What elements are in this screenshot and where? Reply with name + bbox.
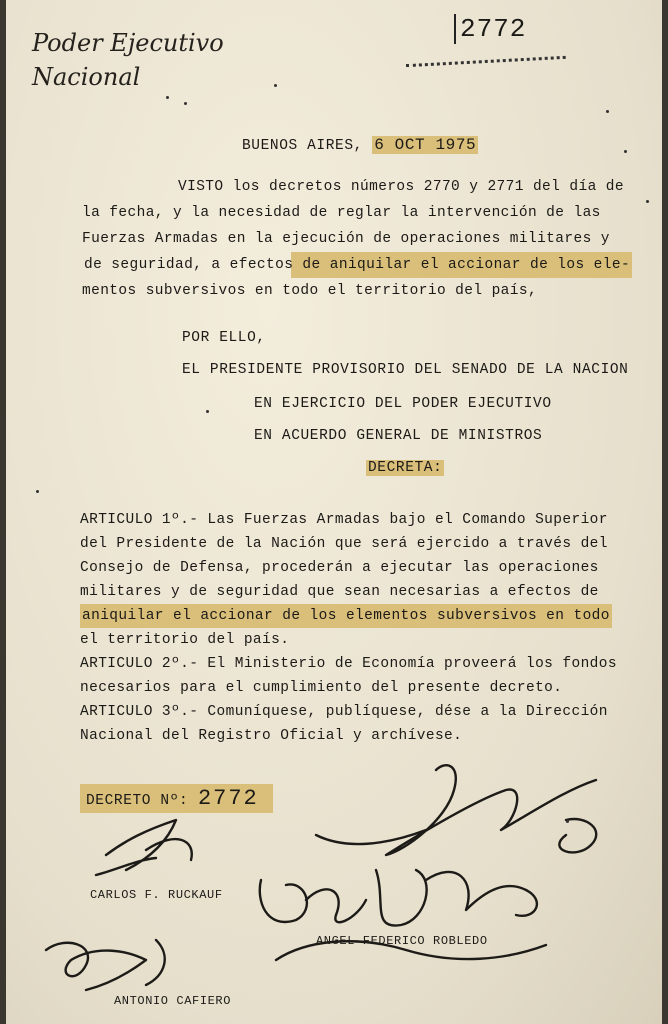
date-place: BUENOS AIRES,	[242, 138, 363, 154]
visto-line-1: VISTO los decretos números 2770 y 2771 del día de	[178, 179, 624, 195]
article-line-1: ARTICULO 1º.- Las Fuerzas Armadas bajo el Comando Superior	[80, 512, 608, 528]
article-line-2: del Presidente de la Nación que será ejercido a través del	[80, 536, 608, 552]
article-line-6: el territorio del país.	[80, 632, 290, 648]
signatory-left-1: CARLOS F. RUCKAUF	[90, 888, 223, 902]
signatory-center: ANGEL FEDERICO ROBLEDO	[316, 934, 488, 948]
decree-number-block	[80, 784, 273, 813]
document-page	[6, 0, 662, 1024]
article-line-9: ARTICULO 3º.- Comuníquese, publíquese, dése a la Dirección	[80, 704, 608, 720]
date-stamp: 6 OCT 1975	[374, 136, 477, 154]
authority-line-1: EL PRESIDENTE PROVISORIO DEL SENADO DE LA NACION	[182, 362, 629, 378]
authority-line-2: EN EJERCICIO DEL PODER EJECUTIVO	[254, 396, 552, 412]
article-line-4: militares y de seguridad que sean necesarias a efectos de	[80, 584, 599, 600]
visto-line-4: de seguridad, a efectos de aniquilar el accionar de los ele-	[82, 252, 632, 278]
top-number-scribble	[406, 56, 566, 75]
visto-line-2: la fecha, y la necesidad de reglar la intervención de las	[82, 205, 601, 221]
top-number-text: 2772	[454, 14, 526, 44]
signatory-left-2: ANTONIO CAFIERO	[114, 994, 232, 1008]
letterhead-line-1: Poder Ejecutivo	[32, 29, 224, 57]
date-line	[242, 136, 478, 154]
signature-4	[46, 940, 165, 990]
speck	[274, 84, 277, 87]
letterhead-line-2: Nacional	[32, 63, 141, 91]
speck	[566, 820, 569, 823]
authority-line-3: EN ACUERDO GENERAL DE MINISTROS	[254, 428, 543, 444]
speck	[624, 150, 627, 153]
top-document-number	[454, 14, 526, 44]
speck	[36, 490, 39, 493]
article-line-10: Nacional del Registro Oficial y archívese.	[80, 728, 463, 744]
letterhead	[32, 26, 224, 94]
article-line-7: ARTICULO 2º.- El Ministerio de Economía proveerá los fondos	[80, 656, 617, 672]
signature-1	[316, 765, 596, 855]
speck	[166, 96, 169, 99]
speck	[206, 410, 209, 413]
speck	[606, 110, 609, 113]
visto-line-5: mentos subversivos en todo el territorio del país,	[82, 283, 538, 299]
article-line-5: aniquilar el accionar de los elementos subversivos en todo	[80, 604, 612, 628]
decree-number: 2772	[197, 786, 259, 811]
article-line-8: necesarios para el cumplimiento del presente decreto.	[80, 680, 563, 696]
article-line-3: Consejo de Defensa, procederán a ejecutar las operaciones	[80, 560, 599, 576]
articles	[80, 508, 652, 748]
visto-line-3: Fuerzas Armadas en la ejecución de operaciones militares y	[82, 231, 610, 247]
decreta-heading: DECRETA:	[368, 460, 443, 476]
speck	[184, 102, 187, 105]
visto-paragraph	[82, 174, 654, 304]
signature-3	[96, 820, 192, 875]
por-ello: POR ELLO,	[182, 330, 266, 346]
speck	[646, 200, 649, 203]
decree-label: DECRETO Nº:	[86, 793, 189, 809]
